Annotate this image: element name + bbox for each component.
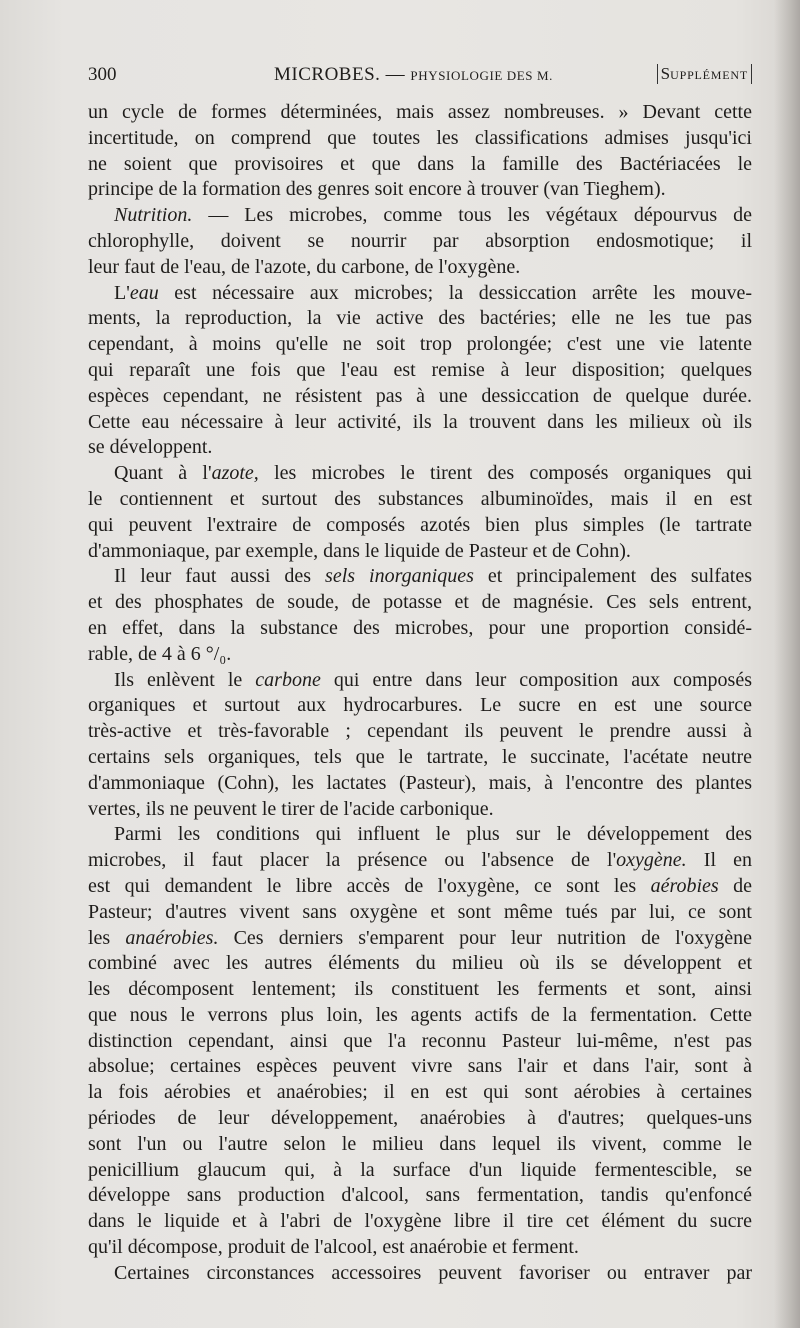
- text-line: [88, 152, 752, 178]
- text-run: certains sels organiques, tels que le tartrate, le succinate, l'acétate neutre: [88, 745, 752, 768]
- text-line: [88, 616, 752, 642]
- text-line: [88, 1106, 752, 1132]
- text-line: [88, 668, 752, 694]
- text-run: est nécessaire aux microbes; la dessiccation arrête les mouve-: [158, 281, 752, 304]
- text-run: qu'il décompose, produit de l'alcool, est anaérobie et ferment.: [88, 1236, 579, 1259]
- text-run: que nous le verrons plus loin, les agents actifs de la fermentation. Cette: [88, 1003, 752, 1026]
- text-run: développe sans production d'alcool, sans fermentation, tandis qu'enfoncé: [88, 1184, 752, 1207]
- text-line: [88, 745, 752, 771]
- italic-text: carbone: [255, 668, 321, 691]
- page-edge-shadow: [774, 0, 800, 1328]
- text-run: qui entre dans leur composition aux composés: [320, 668, 752, 691]
- text-run: en effet, dans la substance des microbes, pour une proportion considé-: [88, 616, 752, 639]
- section-label: [657, 64, 752, 84]
- italic-text: aérobies: [650, 874, 719, 897]
- text-run: Il leur faut aussi des: [114, 565, 326, 588]
- text-run: un cycle de formes déterminées, mais assez nombreuses. » Devant cette: [88, 101, 752, 123]
- text-run: la fois aérobies et anaérobies; il en est qui sont aérobies à certaines: [88, 1081, 752, 1104]
- text-line: [88, 1183, 752, 1209]
- text-line: [88, 384, 752, 410]
- text-run: Ils enlèvent le: [114, 668, 256, 691]
- text-line: [88, 642, 752, 668]
- italic-text: sels inorganiques: [325, 565, 474, 588]
- text-run: Pasteur; d'autres vivent sans oxygène et sont même tués par lui, ce sont: [88, 900, 752, 923]
- text-line: [88, 410, 752, 436]
- body-text: [88, 100, 752, 1287]
- text-run: et des phosphates de soude, de potasse et de magnésie. Ces sels entrent,: [88, 591, 752, 614]
- text-line: [88, 900, 752, 926]
- text-run: ne soient que provisoires et que dans la famille des Bactériacées le: [88, 152, 752, 175]
- text-line: [88, 1029, 752, 1055]
- text-line: [88, 177, 752, 203]
- text-line: [88, 926, 752, 952]
- text-run: les microbes le tirent des composés organiques qui: [258, 462, 752, 485]
- text-line: [88, 332, 752, 358]
- text-run: ments, la reproduction, la vie active des bactéries; elle ne les tue pas: [88, 307, 752, 330]
- text-run: de: [718, 874, 752, 897]
- text-run: L': [114, 281, 130, 304]
- text-line: [88, 951, 752, 977]
- text-run: — Les microbes, comme tous les végétaux dépourvus de: [192, 204, 752, 227]
- text-line: [88, 1235, 752, 1261]
- text-line: [88, 539, 752, 565]
- text-line: [88, 1080, 752, 1106]
- text-run: rable, de 4 à 6 °/₀.: [88, 642, 232, 665]
- text-run: périodes de leur développement, anaérobies à d'autres; quelques-uns: [88, 1107, 752, 1130]
- text-line: [88, 719, 752, 745]
- text-run: espèces cependant, ne résistent pas à une dessiccation de quelque durée.: [88, 384, 752, 407]
- text-run: Cette eau nécessaire à leur activité, ils la trouvent dans les milieux où ils: [88, 410, 752, 433]
- text-run: qui reparaît une fois que l'eau est remise à leur disposition; quelques: [88, 358, 752, 381]
- text-run: principe de la formation des genres soit encore à trouver (van Tieghem).: [88, 178, 666, 201]
- section-label-rest: UPPLÉMENT: [670, 68, 748, 82]
- text-run: se développent.: [88, 436, 213, 459]
- running-title: [274, 64, 553, 86]
- text-line: [88, 590, 752, 616]
- text-line: [88, 358, 752, 384]
- text-run: sont l'un ou l'autre selon le milieu dans lequel ils vivent, comme le: [88, 1132, 752, 1155]
- text-run: vertes, ils ne peuvent le tirer de l'acide carbonique.: [88, 797, 494, 820]
- italic-text: anaérobies.: [125, 926, 219, 949]
- text-line: [88, 771, 752, 797]
- text-run: cependant, à moins qu'elle ne soit trop prolongée; c'est une vie latente: [88, 333, 752, 356]
- text-run: très-active et très-favorable ; cependant ils peuvent le prendre aussi à: [88, 720, 752, 743]
- text-line: [88, 306, 752, 332]
- text-run: organiques et surtout aux hydrocarbures. Le sucre en est une source: [88, 694, 752, 717]
- text-line: [88, 435, 752, 461]
- text-line: [88, 513, 752, 539]
- text-line: [88, 564, 752, 590]
- text-run: microbes, il faut placer la présence ou l'absence de l': [88, 849, 617, 872]
- text-line: [88, 487, 752, 513]
- text-run: distinction cependant, ainsi que l'a reconnu Pasteur lui-même, n'est pas: [88, 1029, 752, 1052]
- running-title-main: MICROBES. —: [274, 64, 406, 85]
- text-line: [88, 822, 752, 848]
- text-line: [88, 255, 752, 281]
- text-run: d'ammoniaque, par exemple, dans le liquide de Pasteur et de Cohn).: [88, 539, 631, 562]
- text-run: combiné avec les autres éléments du milieu où ils se développent et: [88, 952, 752, 975]
- running-header: [88, 64, 752, 92]
- italic-text: azote,: [211, 462, 259, 485]
- text-run: dans le liquide et à l'abri de l'oxygène libre il tire cet élément du sucre: [88, 1210, 752, 1233]
- page-number: 300: [88, 64, 117, 85]
- text-line: [88, 1209, 752, 1235]
- text-run: Quant à l': [114, 462, 212, 485]
- text-line: [88, 874, 752, 900]
- text-line: [88, 229, 752, 255]
- text-line: [88, 126, 752, 152]
- text-line: [88, 693, 752, 719]
- text-run: le contiennent et surtout des substances albuminoïdes, mais il en est: [88, 487, 752, 510]
- text-run: leur faut de l'eau, de l'azote, du carbone, de l'oxygène.: [88, 255, 521, 278]
- text-run: qui peuvent l'extraire de composés azotés bien plus simples (le tartrate: [88, 513, 752, 536]
- section-label-initial: S: [660, 64, 671, 83]
- text-line: [88, 1132, 752, 1158]
- text-run: penicillium glaucum qui, à la surface d'un liquide fermentescible, se: [88, 1158, 752, 1181]
- text-line: [88, 1261, 752, 1287]
- text-line: [88, 848, 752, 874]
- text-run: Il en: [686, 849, 752, 872]
- text-run: d'ammoniaque (Cohn), les lactates (Pasteur), mais, à l'encontre des plantes: [88, 771, 752, 794]
- text-line: [88, 1054, 752, 1080]
- text-run: et principalement des sulfates: [473, 565, 752, 588]
- italic-text: eau: [129, 281, 159, 304]
- text-run: chlorophylle, doivent se nourrir par absorption endosmotique; il: [88, 229, 752, 252]
- italic-text: oxygène.: [616, 849, 687, 872]
- text-run: Ces derniers s'emparent pour leur nutrition de l'oxygène: [218, 926, 752, 949]
- running-title-small: PHYSIOLOGIE DES M.: [410, 68, 553, 83]
- text-line: [88, 977, 752, 1003]
- text-line: [88, 203, 752, 229]
- text-line: [88, 281, 752, 307]
- text-run: Parmi les conditions qui influent le plus sur le développement des: [114, 823, 752, 846]
- text-run: est qui demandent le libre accès de l'oxygène, ce sont les: [88, 874, 651, 897]
- text-run: incertitude, on comprend que toutes les classifications admises jusqu'ici: [88, 126, 752, 149]
- text-run: absolue; certaines espèces peuvent vivre sans l'air et dans l'air, sont à: [88, 1055, 752, 1078]
- text-line: [88, 797, 752, 823]
- text-run: Certaines circonstances accessoires peuvent favoriser ou entraver par: [114, 1261, 752, 1284]
- italic-text: Nutrition.: [114, 204, 193, 227]
- text-line: [88, 1003, 752, 1029]
- text-run: les: [88, 926, 126, 949]
- text-line: [88, 100, 752, 126]
- text-line: [88, 1158, 752, 1184]
- text-run: les décomposent lentement; ils constituent les ferments et sont, ainsi: [88, 978, 752, 1001]
- text-line: [88, 461, 752, 487]
